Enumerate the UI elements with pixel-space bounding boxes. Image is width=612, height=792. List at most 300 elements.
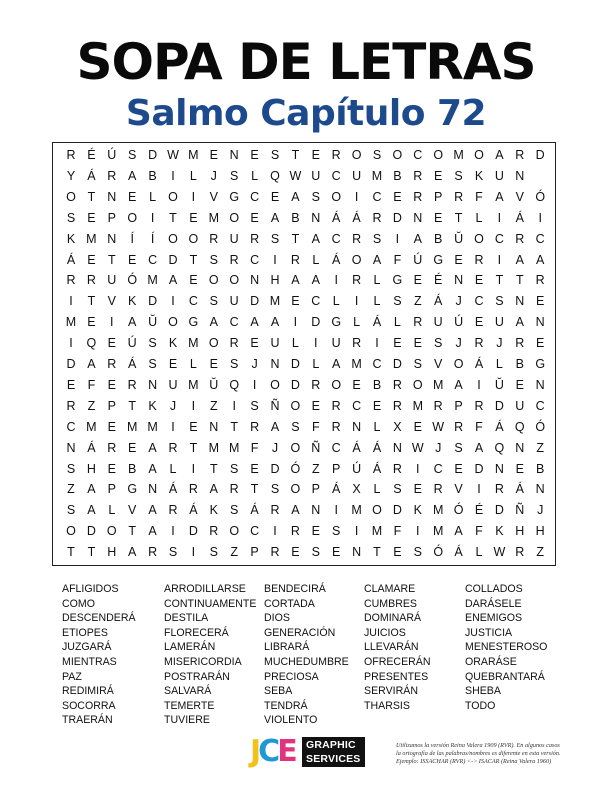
grid-cell[interactable]: N	[494, 461, 504, 476]
grid-cell[interactable]: O	[290, 482, 301, 497]
grid-cell[interactable]: Q	[514, 419, 525, 434]
grid-cell[interactable]: R	[86, 273, 96, 288]
grid-cell[interactable]: E	[189, 419, 198, 434]
grid-cell[interactable]: D	[392, 503, 402, 518]
grid-cell[interactable]: N	[107, 189, 117, 204]
grid-cell[interactable]: R	[229, 482, 239, 497]
grid-cell[interactable]: N	[209, 419, 219, 434]
grid-cell[interactable]: E	[393, 189, 402, 204]
grid-cell[interactable]: Ó	[290, 461, 301, 476]
grid-cell[interactable]: R	[290, 524, 300, 539]
grid-cell[interactable]: Á	[168, 482, 178, 497]
grid-cell[interactable]: O	[412, 377, 423, 392]
grid-cell[interactable]: D	[86, 524, 96, 539]
grid-cell[interactable]: A	[87, 357, 96, 371]
grid-cell[interactable]: D	[148, 148, 158, 162]
grid-cell[interactable]: E	[87, 210, 96, 225]
grid-cell[interactable]: A	[128, 545, 137, 560]
grid-cell[interactable]: S	[148, 336, 157, 351]
grid-cell[interactable]: I	[395, 231, 400, 246]
grid-cell[interactable]: R	[494, 482, 504, 497]
grid-cell[interactable]: N	[148, 377, 158, 392]
grid-cell[interactable]: E	[413, 482, 422, 497]
grid-cell[interactable]: D	[270, 461, 280, 476]
grid-cell[interactable]: P	[332, 461, 341, 476]
grid-cell[interactable]: R	[107, 357, 117, 371]
grid-cell[interactable]: T	[169, 210, 177, 225]
grid-cell[interactable]: E	[168, 357, 178, 371]
grid-cell[interactable]: V	[209, 189, 218, 204]
grid-cell[interactable]: B	[434, 231, 443, 246]
grid-cell[interactable]: A	[311, 273, 320, 288]
grid-cell[interactable]: P	[107, 398, 116, 413]
grid-cell[interactable]: R	[372, 210, 382, 225]
grid-cell[interactable]: T	[291, 148, 300, 162]
grid-cell[interactable]: E	[413, 336, 422, 351]
grid-cell[interactable]: I	[191, 461, 196, 476]
grid-cell[interactable]: A	[291, 273, 300, 288]
grid-cell[interactable]: A	[87, 503, 96, 518]
grid-cell[interactable]: E	[189, 273, 198, 288]
grid-cell[interactable]: S	[66, 503, 76, 518]
grid-cell[interactable]: E	[434, 168, 443, 183]
grid-cell[interactable]: O	[208, 336, 219, 351]
grid-cell[interactable]: O	[66, 189, 76, 204]
grid-cell[interactable]: A	[515, 252, 524, 267]
grid-cell[interactable]: T	[250, 482, 259, 497]
grid-cell[interactable]: O	[127, 210, 138, 225]
grid-cell[interactable]: R	[515, 231, 525, 246]
grid-cell[interactable]: S	[66, 210, 76, 225]
grid-cell[interactable]: O	[66, 524, 76, 539]
grid-cell[interactable]: N	[66, 440, 76, 455]
grid-cell[interactable]: K	[148, 398, 157, 413]
grid-cell[interactable]: X	[352, 482, 361, 497]
grid-cell[interactable]: F	[475, 524, 483, 539]
grid-cell[interactable]: C	[352, 398, 362, 413]
grid-cell[interactable]: G	[535, 357, 546, 371]
letter-grid[interactable]	[52, 142, 556, 566]
grid-cell[interactable]: C	[188, 294, 198, 309]
grid-cell[interactable]: M	[351, 357, 362, 371]
grid-cell[interactable]: E	[311, 524, 320, 539]
grid-cell[interactable]: R	[454, 419, 464, 434]
grid-cell[interactable]: H	[107, 545, 117, 560]
grid-cell[interactable]: W	[167, 148, 179, 162]
grid-cell[interactable]: D	[250, 294, 260, 309]
grid-cell[interactable]: R	[413, 168, 423, 183]
grid-cell[interactable]: X	[393, 419, 402, 434]
grid-cell[interactable]: N	[515, 294, 525, 309]
grid-cell[interactable]: G	[331, 315, 342, 330]
grid-cell[interactable]: E	[372, 398, 382, 413]
grid-cell[interactable]: F	[250, 440, 259, 455]
grid-cell[interactable]: S	[128, 148, 137, 162]
grid-cell[interactable]: L	[189, 168, 197, 183]
grid-cell[interactable]: M	[412, 398, 423, 413]
grid-cell[interactable]: C	[474, 294, 484, 309]
grid-cell[interactable]: E	[209, 357, 218, 371]
grid-cell[interactable]: R	[352, 273, 362, 288]
grid-cell[interactable]: N	[352, 545, 362, 560]
grid-cell[interactable]: D	[66, 357, 76, 371]
grid-cell[interactable]: I	[252, 377, 257, 392]
grid-cell[interactable]: E	[87, 252, 96, 267]
grid-cell[interactable]: O	[453, 357, 464, 371]
grid-cell[interactable]: O	[331, 377, 342, 392]
grid-cell[interactable]: E	[291, 294, 300, 309]
grid-cell[interactable]: E	[128, 252, 137, 267]
grid-cell[interactable]: A	[372, 252, 382, 267]
grid-cell[interactable]: E	[189, 210, 198, 225]
grid-cell[interactable]: E	[393, 336, 402, 351]
grid-cell[interactable]: A	[209, 315, 218, 330]
grid-cell[interactable]: O	[351, 252, 362, 267]
grid-cell[interactable]: K	[128, 294, 137, 309]
grid-cell[interactable]: T	[67, 545, 75, 560]
grid-cell[interactable]: A	[270, 419, 280, 434]
grid-cell[interactable]: L	[332, 294, 340, 309]
grid-cell[interactable]: E	[311, 398, 320, 413]
grid-cell[interactable]: T	[373, 545, 381, 560]
grid-cell[interactable]: A	[250, 315, 259, 330]
grid-cell[interactable]: R	[311, 377, 321, 392]
grid-cell[interactable]: Z	[311, 461, 320, 476]
grid-cell[interactable]: A	[128, 168, 137, 183]
grid-cell[interactable]: I	[538, 210, 542, 225]
grid-cell[interactable]: I	[150, 210, 155, 225]
grid-cell[interactable]: A	[209, 482, 218, 497]
grid-cell[interactable]: R	[392, 461, 402, 476]
grid-cell[interactable]: I	[110, 315, 114, 330]
grid-cell[interactable]: Ñ	[270, 398, 280, 413]
grid-cell[interactable]: R	[474, 252, 484, 267]
grid-cell[interactable]: E	[454, 461, 463, 476]
grid-cell[interactable]: M	[147, 273, 158, 288]
grid-cell[interactable]: F	[475, 189, 483, 204]
grid-cell[interactable]: U	[515, 398, 525, 413]
grid-cell[interactable]: R	[413, 189, 423, 204]
grid-cell[interactable]: Z	[536, 545, 544, 560]
grid-cell[interactable]: É	[434, 273, 443, 288]
grid-cell[interactable]: R	[250, 419, 260, 434]
grid-cell[interactable]: D	[392, 357, 402, 371]
grid-cell[interactable]: Á	[372, 440, 382, 455]
grid-cell[interactable]: N	[535, 377, 545, 392]
grid-cell[interactable]: I	[69, 336, 73, 351]
grid-cell[interactable]: C	[311, 294, 321, 309]
grid-cell[interactable]: L	[353, 315, 361, 330]
grid-cell[interactable]: K	[209, 503, 218, 518]
grid-cell[interactable]: S	[434, 336, 443, 351]
grid-cell[interactable]: L	[312, 252, 320, 267]
grid-cell[interactable]: R	[515, 336, 525, 351]
grid-cell[interactable]: R	[168, 503, 178, 518]
grid-cell[interactable]: L	[393, 315, 401, 330]
grid-cell[interactable]: Í	[130, 231, 134, 246]
grid-cell[interactable]: T	[87, 545, 96, 560]
grid-cell[interactable]: O	[168, 315, 178, 330]
grid-cell[interactable]: S	[393, 294, 402, 309]
grid-cell[interactable]: A	[495, 189, 504, 204]
grid-cell[interactable]: E	[536, 336, 545, 351]
grid-cell[interactable]: E	[250, 336, 259, 351]
grid-cell[interactable]: E	[291, 545, 300, 560]
grid-cell[interactable]: C	[250, 524, 260, 539]
grid-cell[interactable]: S	[495, 294, 504, 309]
grid-cell[interactable]: M	[432, 524, 444, 539]
grid-cell[interactable]: E	[311, 148, 320, 162]
grid-cell[interactable]: R	[66, 148, 76, 162]
grid-cell[interactable]: O	[331, 189, 342, 204]
grid-cell[interactable]: M	[432, 377, 444, 392]
grid-cell[interactable]: E	[128, 189, 137, 204]
grid-cell[interactable]: T	[87, 294, 96, 309]
grid-cell[interactable]: P	[434, 189, 443, 204]
grid-cell[interactable]: J	[271, 440, 279, 455]
grid-cell[interactable]: T	[128, 398, 136, 413]
grid-cell[interactable]: I	[69, 294, 73, 309]
grid-cell[interactable]: M	[188, 377, 199, 392]
grid-cell[interactable]: N	[413, 210, 423, 225]
grid-cell[interactable]: R	[290, 252, 300, 267]
grid-cell[interactable]: E	[107, 461, 116, 476]
grid-cell[interactable]: K	[66, 231, 76, 246]
grid-cell[interactable]: G	[229, 189, 240, 204]
grid-cell[interactable]: O	[208, 273, 219, 288]
grid-cell[interactable]: R	[270, 545, 280, 560]
grid-cell[interactable]: Q	[270, 168, 280, 183]
grid-cell[interactable]: L	[108, 503, 116, 518]
grid-cell[interactable]: Á	[128, 357, 137, 371]
grid-cell[interactable]: A	[148, 503, 157, 518]
grid-cell[interactable]: S	[311, 545, 320, 560]
grid-cell[interactable]: U	[331, 336, 341, 351]
grid-cell[interactable]: C	[331, 231, 341, 246]
grid-cell[interactable]: T	[87, 189, 96, 204]
grid-cell[interactable]: Á	[332, 252, 341, 267]
grid-cell[interactable]: E	[128, 440, 137, 455]
grid-cell[interactable]: M	[188, 148, 199, 162]
grid-cell[interactable]: R	[535, 273, 545, 288]
grid-cell[interactable]: L	[495, 357, 503, 371]
grid-cell[interactable]: B	[148, 168, 157, 183]
grid-cell[interactable]: S	[393, 482, 402, 497]
grid-cell[interactable]: E	[250, 210, 259, 225]
grid-cell[interactable]: G	[433, 252, 444, 267]
grid-cell[interactable]: A	[270, 315, 280, 330]
grid-cell[interactable]: R	[392, 398, 402, 413]
grid-cell[interactable]: N	[229, 148, 239, 162]
grid-cell[interactable]: O	[392, 148, 403, 162]
grid-cell[interactable]: I	[314, 336, 318, 351]
grid-cell[interactable]: Ú	[454, 315, 464, 330]
grid-cell[interactable]: I	[354, 189, 359, 204]
grid-cell[interactable]: O	[290, 398, 301, 413]
grid-cell[interactable]: R	[474, 336, 484, 351]
grid-cell[interactable]: Á	[66, 252, 76, 267]
grid-cell[interactable]: E	[107, 336, 116, 351]
grid-cell[interactable]: O	[270, 377, 280, 392]
grid-cell[interactable]: E	[107, 377, 116, 392]
grid-cell[interactable]: L	[475, 210, 483, 225]
grid-cell[interactable]: V	[515, 189, 524, 204]
grid-cell[interactable]: H	[535, 524, 545, 539]
grid-cell[interactable]: Ŭ	[454, 231, 464, 246]
grid-cell[interactable]: N	[454, 273, 464, 288]
grid-cell[interactable]: R	[107, 440, 117, 455]
grid-cell[interactable]: N	[107, 231, 117, 246]
grid-cell[interactable]: K	[495, 524, 504, 539]
grid-cell[interactable]: T	[128, 524, 136, 539]
grid-cell[interactable]: D	[188, 524, 198, 539]
grid-cell[interactable]: K	[474, 168, 484, 183]
grid-cell[interactable]: H	[515, 524, 525, 539]
grid-cell[interactable]: I	[171, 524, 175, 539]
grid-cell[interactable]: T	[291, 231, 300, 246]
grid-cell[interactable]: C	[433, 461, 443, 476]
grid-cell[interactable]: C	[494, 231, 504, 246]
grid-cell[interactable]: R	[331, 419, 341, 434]
grid-cell[interactable]: R	[229, 252, 239, 267]
grid-cell[interactable]: T	[230, 419, 238, 434]
grid-cell[interactable]: R	[168, 440, 178, 455]
grid-cell[interactable]: E	[474, 273, 484, 288]
grid-cell[interactable]: M	[126, 419, 138, 434]
grid-cell[interactable]: T	[454, 210, 463, 225]
grid-cell[interactable]: N	[250, 273, 260, 288]
grid-cell[interactable]: R	[515, 545, 525, 560]
grid-cell[interactable]: C	[535, 398, 545, 413]
grid-cell[interactable]: Ó	[535, 419, 546, 434]
grid-cell[interactable]: Z	[536, 440, 544, 455]
grid-cell[interactable]: N	[270, 357, 280, 371]
grid-cell[interactable]: I	[354, 524, 359, 539]
grid-cell[interactable]: M	[371, 168, 383, 183]
grid-cell[interactable]: A	[536, 252, 545, 267]
grid-cell[interactable]: C	[250, 189, 260, 204]
grid-cell[interactable]: D	[392, 210, 402, 225]
grid-cell[interactable]: Z	[67, 482, 75, 497]
grid-cell[interactable]: S	[270, 231, 280, 246]
grid-cell[interactable]: J	[455, 336, 462, 351]
grid-cell[interactable]: E	[536, 294, 545, 309]
grid-cell[interactable]: U	[433, 315, 443, 330]
grid-cell[interactable]: D	[290, 357, 300, 371]
grid-cell[interactable]: Q	[229, 377, 240, 392]
grid-cell[interactable]: Ú	[127, 336, 137, 351]
grid-cell[interactable]: M	[65, 315, 77, 330]
grid-cell[interactable]: R	[515, 148, 525, 162]
grid-cell[interactable]: S	[372, 231, 382, 246]
grid-cell[interactable]: U	[494, 315, 504, 330]
grid-cell[interactable]: O	[290, 440, 301, 455]
grid-cell[interactable]: J	[210, 168, 217, 183]
grid-cell[interactable]: A	[413, 231, 422, 246]
grid-cell[interactable]: U	[107, 273, 117, 288]
grid-cell[interactable]: R	[250, 231, 260, 246]
grid-cell[interactable]: B	[536, 461, 545, 476]
grid-cell[interactable]: S	[230, 503, 239, 518]
grid-cell[interactable]: Á	[332, 210, 341, 225]
grid-cell[interactable]: T	[189, 440, 198, 455]
grid-cell[interactable]: S	[311, 189, 320, 204]
grid-cell[interactable]: R	[127, 377, 137, 392]
grid-cell[interactable]: P	[250, 545, 259, 560]
grid-cell[interactable]: T	[209, 461, 218, 476]
grid-cell[interactable]: S	[250, 398, 259, 413]
grid-cell[interactable]: L	[373, 273, 381, 288]
grid-cell[interactable]: M	[208, 210, 219, 225]
grid-cell[interactable]: I	[191, 545, 196, 560]
grid-cell[interactable]: H	[86, 461, 96, 476]
grid-cell[interactable]: T	[515, 273, 524, 288]
grid-cell[interactable]: Á	[454, 545, 463, 560]
grid-cell[interactable]: E	[515, 461, 524, 476]
grid-cell[interactable]: N	[535, 315, 545, 330]
grid-cell[interactable]: A	[148, 524, 157, 539]
grid-cell[interactable]: Á	[189, 503, 198, 518]
grid-cell[interactable]: V	[107, 294, 116, 309]
grid-cell[interactable]: L	[149, 189, 157, 204]
grid-cell[interactable]: S	[372, 148, 382, 162]
grid-cell[interactable]: Í	[150, 231, 155, 246]
grid-cell[interactable]: S	[168, 545, 178, 560]
grid-cell[interactable]: E	[413, 419, 422, 434]
grid-cell[interactable]: R	[107, 168, 117, 183]
grid-cell[interactable]: F	[311, 419, 320, 434]
grid-cell[interactable]: B	[515, 357, 524, 371]
grid-cell[interactable]: M	[371, 524, 383, 539]
grid-cell[interactable]: M	[432, 503, 444, 518]
grid-cell[interactable]: Á	[515, 482, 524, 497]
grid-cell[interactable]: P	[107, 210, 116, 225]
grid-cell[interactable]: R	[352, 231, 362, 246]
grid-cell[interactable]: E	[515, 377, 524, 392]
grid-cell[interactable]: Á	[87, 440, 96, 455]
grid-cell[interactable]: A	[311, 231, 320, 246]
grid-cell[interactable]: S	[230, 461, 239, 476]
grid-cell[interactable]: U	[270, 336, 280, 351]
grid-cell[interactable]: Ŭ	[494, 377, 504, 392]
grid-cell[interactable]: N	[148, 482, 158, 497]
grid-cell[interactable]: U	[229, 294, 239, 309]
grid-cell[interactable]: Á	[250, 503, 259, 518]
grid-cell[interactable]: R	[188, 482, 198, 497]
grid-cell[interactable]: A	[291, 189, 300, 204]
grid-cell[interactable]: L	[373, 482, 381, 497]
grid-cell[interactable]: R	[433, 482, 443, 497]
grid-cell[interactable]: Á	[515, 210, 524, 225]
grid-cell[interactable]: É	[87, 148, 96, 162]
grid-cell[interactable]: M	[269, 294, 281, 309]
grid-cell[interactable]: Ú	[352, 461, 362, 476]
grid-cell[interactable]: I	[497, 252, 502, 267]
grid-cell[interactable]: L	[291, 336, 299, 351]
grid-cell[interactable]: U	[494, 168, 504, 183]
grid-cell[interactable]: R	[474, 398, 484, 413]
grid-cell[interactable]: D	[494, 398, 504, 413]
grid-cell[interactable]: A	[454, 377, 463, 392]
grid-cell[interactable]: R	[66, 398, 76, 413]
grid-cell[interactable]: Z	[230, 545, 238, 560]
grid-cell[interactable]: B	[393, 168, 402, 183]
grid-cell[interactable]: J	[496, 336, 503, 351]
grid-cell[interactable]: I	[273, 252, 277, 267]
grid-cell[interactable]: O	[433, 148, 444, 162]
grid-cell[interactable]: I	[375, 336, 379, 351]
grid-cell[interactable]: E	[270, 189, 280, 204]
